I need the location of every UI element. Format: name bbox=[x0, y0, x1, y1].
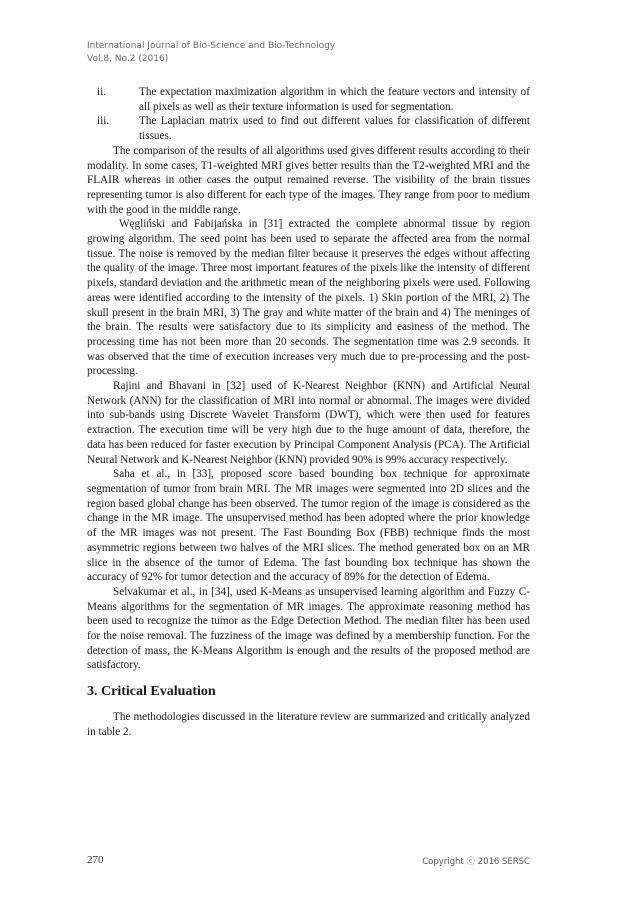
paragraph-comparison: The comparison of the results of all algorithms used gives different results according to their modality. In some cases, T1-weighted MRI gives better results than the T2-weighted MRI and the FLAIR whereas in other cases the output remained reverse. The visibility of the brain tissues representing tumor is also different for each type of the images. They range from poor to medium with the good in the middle range. bbox=[87, 144, 530, 216]
page-footer bbox=[87, 854, 530, 867]
list-item bbox=[87, 85, 530, 114]
list-item-number: iii. bbox=[97, 115, 110, 128]
article-body bbox=[87, 85, 530, 739]
paragraph-weglinski: Węgliński and Fabijańska in [31] extracted the complete abnormal tissue by region growing algorithm. The seed point has been used to separate the affected area from the normal tissue. The noise is removed by the median filter because it preserves the edges without affecting the quality of the image. Three most important features of the pixels like the intensity of different pixels, standard deviation and the arithmetic mean of the neighboring pixels were used. Following areas were identified according to the intensity of the pixels. 1) Skin portion of the MRI, 2) The skull present in the brain MRI, 3) The gray and white matter of the brain and 4) The meninges of the brain. The results were satisfactory due to its simplicity and easiness of the method. The processing time has not been more than 20 seconds. The segmentation time was 2.9 seconds. It was observed that the time of execution increases very much due to pre-processing and the post-processing. bbox=[87, 218, 530, 378]
paragraph-selvakumar: Selvakumar et al., in [34], used K-Means as unsupervised learning algorithm and Fuzzy C-Means algorithms for the segmentation of MR images. The approximate reasoning method has been used to recognize the tumor as the Edge Detection Method. The median filter has been used for the noise removal. The fuzziness of the image was defined by a membership function. For the detection of mass, the K-Means Algorithm is enough and the results of the proposed method are satisfactory. bbox=[87, 585, 530, 672]
running-header bbox=[87, 40, 335, 66]
journal-name: International Journal of Bio-Science and Bio-Technology bbox=[87, 41, 336, 51]
paragraph-saha: Saha et al., in [33], proposed score based bounding box technique for approximate segmentation of tumor from brain MRI. The MR images were segmented into 2D slices and the region based global change has been observed. The tumor region of the image is considered as the change in the MR image. The unsupervised method has been adopted where the prior knowledge of the MR images was not present. The Fast Bounding Box (FBB) technique finds the most asymmetric regions between two halves of the MRI slices. The method generated box on an MR slice in the absence of the tumor of Edema. The fast bounding box technique has shown the accuracy of 92% for tumor detection and the accuracy of 89% for the detection of Edema. bbox=[87, 468, 530, 584]
copyright-notice: Copyright ⓒ 2016 SERSC bbox=[422, 857, 530, 867]
list-item-text: The Laplacian matrix used to find out different values for classification of different tissues. bbox=[139, 115, 530, 143]
paragraph-critical-evaluation: The methodologies discussed in the literature review are summarized and critically analyzed in table 2. bbox=[87, 710, 530, 738]
list-item-text: The expectation maximization algorithm in which the feature vectors and intensity of all pixels as well as their texture information is used for segmentation. bbox=[139, 86, 530, 113]
page-number: 270 bbox=[87, 854, 104, 866]
paragraph-rajini: Rajini and Bhavani in [32] used of K-Nearest Neighbor (KNN) and Artificial Neural Network (ANN) for the classification of MRI into normal or abnormal. The images were divided into sub-bands using Discrete Wavelet Transform (DWT), which were then used for features extraction. The execution time will be very high due to the huge amount of data, therefore, the data has been reduced for faster execution by Principal Component Analysis (PCA). The Artificial Neural Network and K-Nearest Neighbor (KNN) provided 90% is 99% accuracy respectively. bbox=[87, 380, 530, 466]
list-item bbox=[87, 114, 530, 143]
section-heading: 3. Critical Evaluation bbox=[87, 684, 216, 700]
journal-volume: Vol.8, No.2 (2016) bbox=[87, 54, 169, 64]
list-item-number: ii. bbox=[97, 86, 107, 98]
